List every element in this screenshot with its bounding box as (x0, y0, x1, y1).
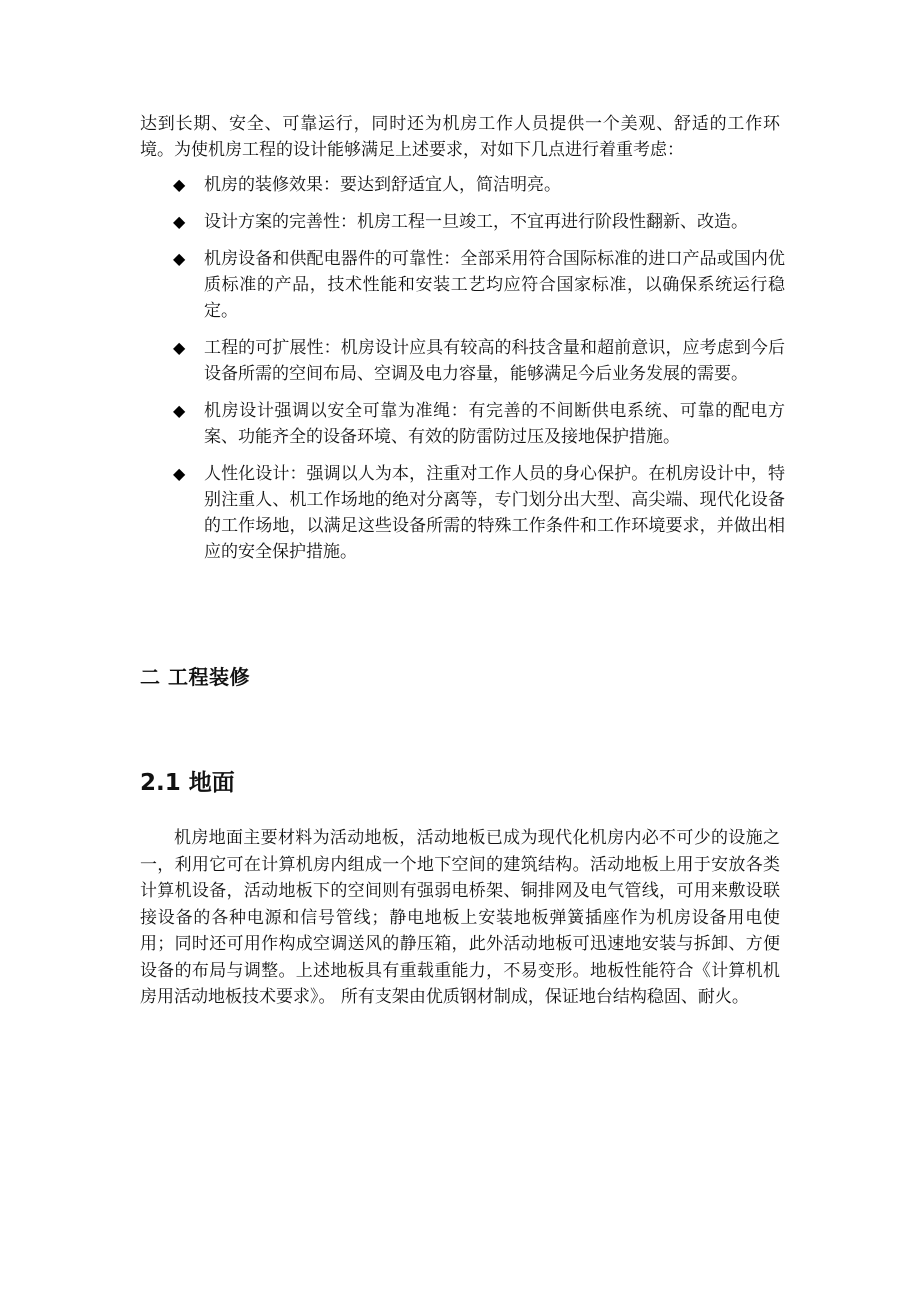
list-item (140, 172, 785, 198)
diamond-bullet-icon: ◆ (173, 464, 186, 483)
diamond-bullet-icon: ◆ (173, 212, 186, 231)
diamond-bullet-icon: ◆ (173, 175, 186, 194)
list-item (140, 461, 785, 565)
list-item (140, 398, 785, 450)
diamond-bullet-icon: ◆ (173, 249, 186, 268)
subsection-heading: 2.1 地面 (140, 770, 235, 796)
list-item-text: 工程的可扩展性：机房设计应具有较高的科技含量和超前意识，应考虑到今后设备所需的空间布局、空调及电力容量，能够满足今后业务发展的需要。 (204, 338, 785, 384)
list-item-text: 机房的装修效果：要达到舒适宜人，简洁明亮。 (204, 175, 561, 195)
floor-paragraph: 机房地面主要材料为活动地板，活动地板已成为现代化机房内必不可少的设施之一，利用它可在计算机房内组成一个地下空间的建筑结构。活动地板上用于安放各类计算机设备，活动地板下的空间则有强弱电桥架、铜排网及电气管线，可用来敷设联接设备的各种电源和信号管线；静电地板上安装地板弹簧插座作为机房设备用电使用；同时还可用作构成空调送风的静压箱，此外活动地板可迅速地安装与拆卸、方便设备的布局与调整。上述地板具有重载重能力，不易变形。地板性能符合《计算机机房用活动地板技术要求》。 所有支架由优质钢材制成，保证地台结构稳固、耐火。 (140, 828, 780, 1007)
list-item-text: 机房设计强调以安全可靠为准绳：有完善的不间断供电系统、可靠的配电方案、功能齐全的设备环境、有效的防雷防过压及接地保护措施。 (204, 401, 785, 447)
consideration-list (140, 172, 785, 576)
list-item-text: 机房设备和供配电器件的可靠性：全部采用符合国际标准的进口产品或国内优质标准的产品，技术性能和安装工艺均应符合国家标准，以确保系统运行稳定。 (204, 249, 785, 321)
intro-paragraph: 达到长期、安全、可靠运行，同时还为机房工作人员提供一个美观、舒适的工作环境。为使机房工程的设计能够满足上述要求，对如下几点进行着重考虑： (140, 114, 780, 160)
diamond-bullet-icon: ◆ (173, 401, 186, 420)
list-item-text: 人性化设计：强调以人为本，注重对工作人员的身心保护。在机房设计中，特别注重人、机工作场地的绝对分离等，专门划分出大型、高尖端、现代化设备的工作场地，以满足这些设备所需的特殊工作条件和工作环境要求，并做出相应的安全保护措施。 (204, 464, 785, 562)
list-item (140, 209, 785, 235)
section-heading: 二 工程装修 (140, 665, 250, 689)
list-item (140, 335, 785, 387)
diamond-bullet-icon: ◆ (173, 338, 186, 357)
list-item-text: 设计方案的完善性：机房工程一旦竣工，不宜再进行阶段性翻新、改造。 (204, 212, 748, 232)
list-item (140, 246, 785, 324)
